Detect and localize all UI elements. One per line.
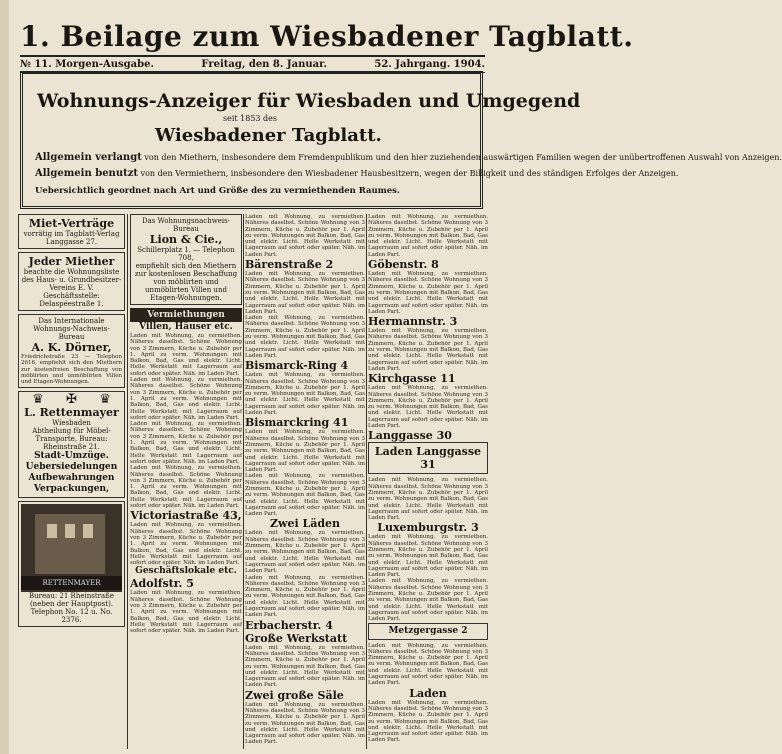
page-edge xyxy=(0,0,9,754)
issue-date: Freitag, den 8. Januar. xyxy=(201,59,327,70)
listing-text: Laden mit Wohnung, zu vermiethen. Näheres daselbst. Schöne Wohnung von 3 Zimmern, Küche u. Zubehör per 1. April zu verm. Wohnungen mit Balkon, Bad, Gas und elektr. Licht. Helle Werkstatt mit Lagerraum auf sofort oder später. Näh. im Laden Part. xyxy=(245,701,365,746)
listing-luxemburgstrasse: Luxemburgstr. 3 xyxy=(377,521,479,535)
listing-text: Laden mit Wohnung, zu vermiethen. Näheres daselbst. Schöne Wohnung von 3 Zimmern, Küche u. Zubehör per 1. April zu verm. Wohnungen mit Balkon, Bad, Gas und elektr. Licht. Helle Werkstatt mit Lagerraum auf sofort oder später. Näh. im Laden Part. xyxy=(130,590,242,635)
listing-text: Laden mit Wohnung, zu vermiethen. Näheres daselbst. Schöne Wohnung von 3 Zimmern, Küche u. Zubehör per 1. April zu verm. Wohnungen mit Balkon, Bad, Gas und elektr. Licht. Helle Werkstatt mit Lagerraum auf sofort oder später. Näh. im Laden Part. xyxy=(245,214,365,258)
issue-number: № 11. Morgen-Ausgabe. xyxy=(20,59,154,70)
listing-bismarckring: Bismarckring 41 xyxy=(245,416,349,430)
mietvertraege-ad: Miet-Verträge vorrätig im Tagblatt-Verlag Langgasse 27. xyxy=(18,214,125,249)
listing-zwei-laeden: Zwei Läden xyxy=(269,517,341,531)
listing-victoriastrasse: Victoriastraße 43, xyxy=(130,509,242,523)
ad-since: seit 1853 des xyxy=(223,114,278,123)
metzgergasse-ad: Metzgergasse 2 xyxy=(368,623,488,640)
rettenmayer-ad: ♛ ✠ ♛ L. Rettenmayer Wiesbaden Abtheilung für Möbel-Transporte, Bureau: Rheinstraße 21. Stadt-Umzüge. Uebersiedelungen Aufbewahrungen Verpackungen, xyxy=(18,391,125,498)
listing-text: Laden mit Wohnung, zu vermiethen. Näheres daselbst. Schöne Wohnung von 3 Zimmern, Küche u. Zubehör per 1. April zu verm. Wohnungen mit Balkon, Bad, Gas und elektr. Licht. Helle Werkstatt mit Lagerraum auf sofort oder später. Näh. im Laden Part. xyxy=(130,421,242,465)
column-rule xyxy=(127,214,128,749)
column-rule xyxy=(366,214,367,749)
listing-laden: Laden xyxy=(409,686,447,700)
ad-row-benutzt: Allgemein benutzt von den Vermiethern, insbesondere den Wiesbadener Hausbesitzern, wegen der Billigkeit und des ständigen Erfolges der Anzeigen. xyxy=(35,168,679,179)
listing-zwei-saele: Zwei große Säle xyxy=(245,688,344,702)
listing-text: Laden mit Wohnung, zu vermiethen. Näheres daselbst. Schöne Wohnung von 3 Zimmern, Küche u. Zubehör per 1. April zu verm. Wohnungen mit Balkon, Bad, Gas und elektr. Licht. Helle Werkstatt mit Lagerraum auf sofort oder später. Näh. im Laden Part. xyxy=(130,522,242,567)
listing-text: Laden mit Wohnung, zu vermiethen. Näheres daselbst. Schöne Wohnung von 3 Zimmern, Küche u. Zubehör per 1. April zu verm. Wohnungen mit Balkon, Bad, Gas und elektr. Licht. Helle Werkstatt mit Lagerraum auf sofort oder später. Näh. im Laden Part. xyxy=(130,465,242,510)
crest-icons xyxy=(21,392,122,408)
column-rule xyxy=(243,214,244,749)
column-2 xyxy=(130,214,242,749)
crest-icon: ♛ xyxy=(99,392,111,408)
listing-text: Laden mit Wohnung, zu vermiethen. Näheres daselbst. Schöne Wohnung von 3 Zimmern, Küche u. Zubehör per 1. April zu verm. Wohnungen mit Balkon, Bad, Gas und elektr. Licht. Helle Werkstatt mit Lagerraum auf sofort oder später. Näh. im Laden Part. xyxy=(368,214,488,258)
listing-text: Laden mit Wohnung, zu vermiethen. Näheres daselbst. Schöne Wohnung von 3 Zimmern, Küche u. Zubehör per 1. April zu verm. Wohnungen mit Balkon, Bad, Gas und elektr. Licht. Helle Werkstatt mit Lagerraum auf sofort oder später. Näh. im Laden Part. xyxy=(130,333,242,377)
section-geschaeftslokale: Geschäftslokale etc. xyxy=(135,566,237,577)
listing-werkstatt: Große Werkstatt xyxy=(245,631,348,645)
listing-text: Laden mit Wohnung, zu vermiethen. Näheres daselbst. Schöne Wohnung von 3 Zimmern, Küche u. Zubehör per 1. April zu verm. Wohnungen mit Balkon, Bad, Gas und elektr. Licht. Helle Werkstatt mit Lagerraum auf sofort oder später. Näh. im Laden Part. xyxy=(245,644,365,689)
listing-text: Laden mit Wohnung, zu vermiethen. Näheres daselbst. Schöne Wohnung von 3 Zimmern, Küche u. Zubehör per 1. April zu verm. Wohnungen mit Balkon, Bad, Gas und elektr. Licht. Helle Werkstatt mit Lagerraum auf sofort oder später. Näh. im Laden Part. xyxy=(368,534,488,579)
listing-text: Laden mit Wohnung, zu vermiethen. Näheres daselbst. Schöne Wohnung von 3 Zimmern, Küche u. Zubehör per 1. April zu verm. Wohnungen mit Balkon, Bad, Gas und elektr. Licht. Helle Werkstatt mit Lagerraum auf sofort oder später. Näh. im Laden Part. xyxy=(368,578,488,623)
ad-row-verlangt: Allgemein verlangt von den Miethern, insbesondere dem Fremdenpublikum und den hier zuziehenden auswärtigen Familien wegen der unübertroffenen Auswahl von Anzeigen. xyxy=(35,152,782,163)
listing-text: Laden mit Wohnung, zu vermiethen. Näheres daselbst. Schöne Wohnung von 3 Zimmern, Küche u. Zubehör per 1. April zu verm. Wohnungen mit Balkon, Bad, Gas und elektr. Licht. Helle Werkstatt mit Lagerraum auf sofort oder später. Näh. im Laden Part. xyxy=(245,271,365,315)
listing-text: Laden mit Wohnung, zu vermiethen. Näheres daselbst. Schöne Wohnung von 3 Zimmern, Küche u. Zubehör per 1. April zu verm. Wohnungen mit Balkon, Bad, Gas und elektr. Licht. Helle Werkstatt mit Lagerraum auf sofort oder später. Näh. im Laden Part. xyxy=(245,372,365,417)
rettenmayer-photo-ad: RETTENMAYER Bureau: 21 Rheinstraße (neben der Hauptpost). Telephon No. 12 u. No. 2376. xyxy=(18,501,125,627)
column-1 xyxy=(18,214,125,749)
listing-langgasse-30: Langgasse 30 xyxy=(368,429,452,443)
page-title: 1. Beilage zum Wiesbadener Tagblatt. xyxy=(20,20,634,53)
column-3 xyxy=(245,214,365,749)
listing-text: Laden mit Wohnung, zu vermiethen. Näheres daselbst. Schöne Wohnung von 3 Zimmern, Küche u. Zubehör per 1. April zu verm. Wohnungen mit Balkon, Bad, Gas und elektr. Licht. Helle Werkstatt mit Lagerraum auf sofort oder später. Näh. im Laden Part. xyxy=(368,477,488,522)
listing-hermannstrasse: Hermannstr. 3 xyxy=(368,315,458,329)
ad-paper-name: Wiesbadener Tagblatt. xyxy=(155,125,382,146)
column-4 xyxy=(368,214,488,749)
subsection-villen: Villen, Häuser etc. xyxy=(139,322,233,332)
jeder-miether-ad: Jeder Miether beachte die Wohnungsliste des Haus- u. Grundbesitzer-Vereins E. V. Geschäftsstelle: Delaspéestraße 1. xyxy=(18,252,125,311)
issue-year: 52. Jahrgang. 1904. xyxy=(374,59,485,70)
listing-text: Laden mit Wohnung, zu vermiethen. Näheres daselbst. Schöne Wohnung von 3 Zimmern, Küche u. Zubehör per 1. April zu verm. Wohnungen mit Balkon, Bad, Gas und elektr. Licht. Helle Werkstatt mit Lagerraum auf sofort oder später. Näh. im Laden Part. xyxy=(245,429,365,474)
listing-erbacherstrasse: Erbacherstr. 4 xyxy=(245,618,333,632)
warehouse-illustration: RETTENMAYER xyxy=(21,504,122,592)
listing-text: Laden mit Wohnung, zu vermiethen. Näheres daselbst. Schöne Wohnung von 3 Zimmern, Küche u. Zubehör per 1. April zu verm. Wohnungen mit Balkon, Bad, Gas und elektr. Licht. Helle Werkstatt mit Lagerraum auf sofort oder später. Näh. im Laden Part. xyxy=(245,574,365,619)
listing-text: Laden mit Wohnung, zu vermiethen. Näheres daselbst. Schöne Wohnung von 3 Zimmern, Küche u. Zubehör per 1. April zu verm. Wohnungen mit Balkon, Bad, Gas und elektr. Licht. Helle Werkstatt mit Lagerraum auf sofort oder später. Näh. im Laden Part. xyxy=(368,642,488,687)
listing-text: Laden mit Wohnung, zu vermiethen. Näheres daselbst. Schöne Wohnung von 3 Zimmern, Küche u. Zubehör per 1. April zu verm. Wohnungen mit Balkon, Bad, Gas und elektr. Licht. Helle Werkstatt mit Lagerraum auf sofort oder später. Näh. im Laden Part. xyxy=(368,385,488,430)
listing-text: Laden mit Wohnung, zu vermiethen. Näheres daselbst. Schöne Wohnung von 3 Zimmern, Küche u. Zubehör per 1. April zu verm. Wohnungen mit Balkon, Bad, Gas und elektr. Licht. Helle Werkstatt mit Lagerraum auf sofort oder später. Näh. im Laden Part. xyxy=(130,377,242,421)
listing-adolfstrasse: Adolfstr. 5 xyxy=(130,577,194,591)
crest-icon: ♛ xyxy=(32,392,44,408)
lion-cie-ad: Das Wohnungsnachweis-Bureau Lion & Cie., Schillerplatz 1. — Telephon 708, empfiehlt sich den Miethern zur kostenlosen Beschaffung von möblirten und unmöblirten Villen und Etagen-Wohnungen. xyxy=(130,214,242,305)
listing-goebenstrasse: Göbenstr. 8 xyxy=(368,258,439,272)
listing-text: Laden mit Wohnung, zu vermiethen. Näheres daselbst. Schöne Wohnung von 3 Zimmern, Küche u. Zubehör per 1. April zu verm. Wohnungen mit Balkon, Bad, Gas und elektr. Licht. Helle Werkstatt mit Lagerraum auf sofort oder später. Näh. im Laden Part. xyxy=(368,328,488,372)
doerner-ad: Das Internationale Wohnungs-Nachweis-Bureau A. K. Dörner, Friedrichstraße 23 — Telephon 2616, empfiehlt sich den Miethern zur kostenfreien Beschaffung von möblirten und unmöblirten Villen und Etagen-Wohnungen. xyxy=(18,314,125,388)
eagle-icon: ✠ xyxy=(66,392,77,408)
listing-text: Laden mit Wohnung, zu vermiethen. Näheres daselbst. Schöne Wohnung von 3 Zimmern, Küche u. Zubehör per 1. April zu verm. Wohnungen mit Balkon, Bad, Gas und elektr. Licht. Helle Werkstatt mit Lagerraum auf sofort oder später. Näh. im Laden Part. xyxy=(245,315,365,359)
listing-bismarck-ring: Bismarck-Ring 4 xyxy=(245,359,349,373)
section-vermiethungen: Vermiethungen xyxy=(130,308,242,322)
listing-kirchgasse: Kirchgasse 11 xyxy=(368,372,456,386)
listing-text: Laden mit Wohnung, zu vermiethen. Näheres daselbst. Schöne Wohnung von 3 Zimmern, Küche u. Zubehör per 1. April zu verm. Wohnungen mit Balkon, Bad, Gas und elektr. Licht. Helle Werkstatt mit Lagerraum auf sofort oder später. Näh. im Laden Part. xyxy=(245,473,365,518)
listing-text: Laden mit Wohnung, zu vermiethen. Näheres daselbst. Schöne Wohnung von 3 Zimmern, Küche u. Zubehör per 1. April zu verm. Wohnungen mit Balkon, Bad, Gas und elektr. Licht. Helle Werkstatt mit Lagerraum auf sofort oder später. Näh. im Laden Part. xyxy=(245,530,365,575)
listing-text: Laden mit Wohnung, zu vermiethen. Näheres daselbst. Schöne Wohnung von 3 Zimmern, Küche u. Zubehör per 1. April zu verm. Wohnungen mit Balkon, Bad, Gas und elektr. Licht. Helle Werkstatt mit Lagerraum auf sofort oder später. Näh. im Laden Part. xyxy=(368,271,488,315)
ad-title: Wohnungs-Anzeiger für Wiesbaden und Umgegend xyxy=(37,90,581,112)
listing-text: Laden mit Wohnung, zu vermiethen. Näheres daselbst. Schöne Wohnung von 3 Zimmern, Küche u. Zubehör per 1. April zu verm. Wohnungen mit Balkon, Bad, Gas und elektr. Licht. Helle Werkstatt mit Lagerraum auf sofort oder später. Näh. im Laden Part. xyxy=(368,699,488,744)
listing-baerenstrasse: Bärenstraße 2 xyxy=(245,258,334,272)
wohnungs-anzeiger-ad xyxy=(20,71,782,209)
laden-langgasse-ad: Laden Langgasse 31 xyxy=(368,442,488,474)
ad-footer: Uebersichtlich geordnet nach Art und Größe des zu vermiethenden Raumes. xyxy=(35,186,400,196)
